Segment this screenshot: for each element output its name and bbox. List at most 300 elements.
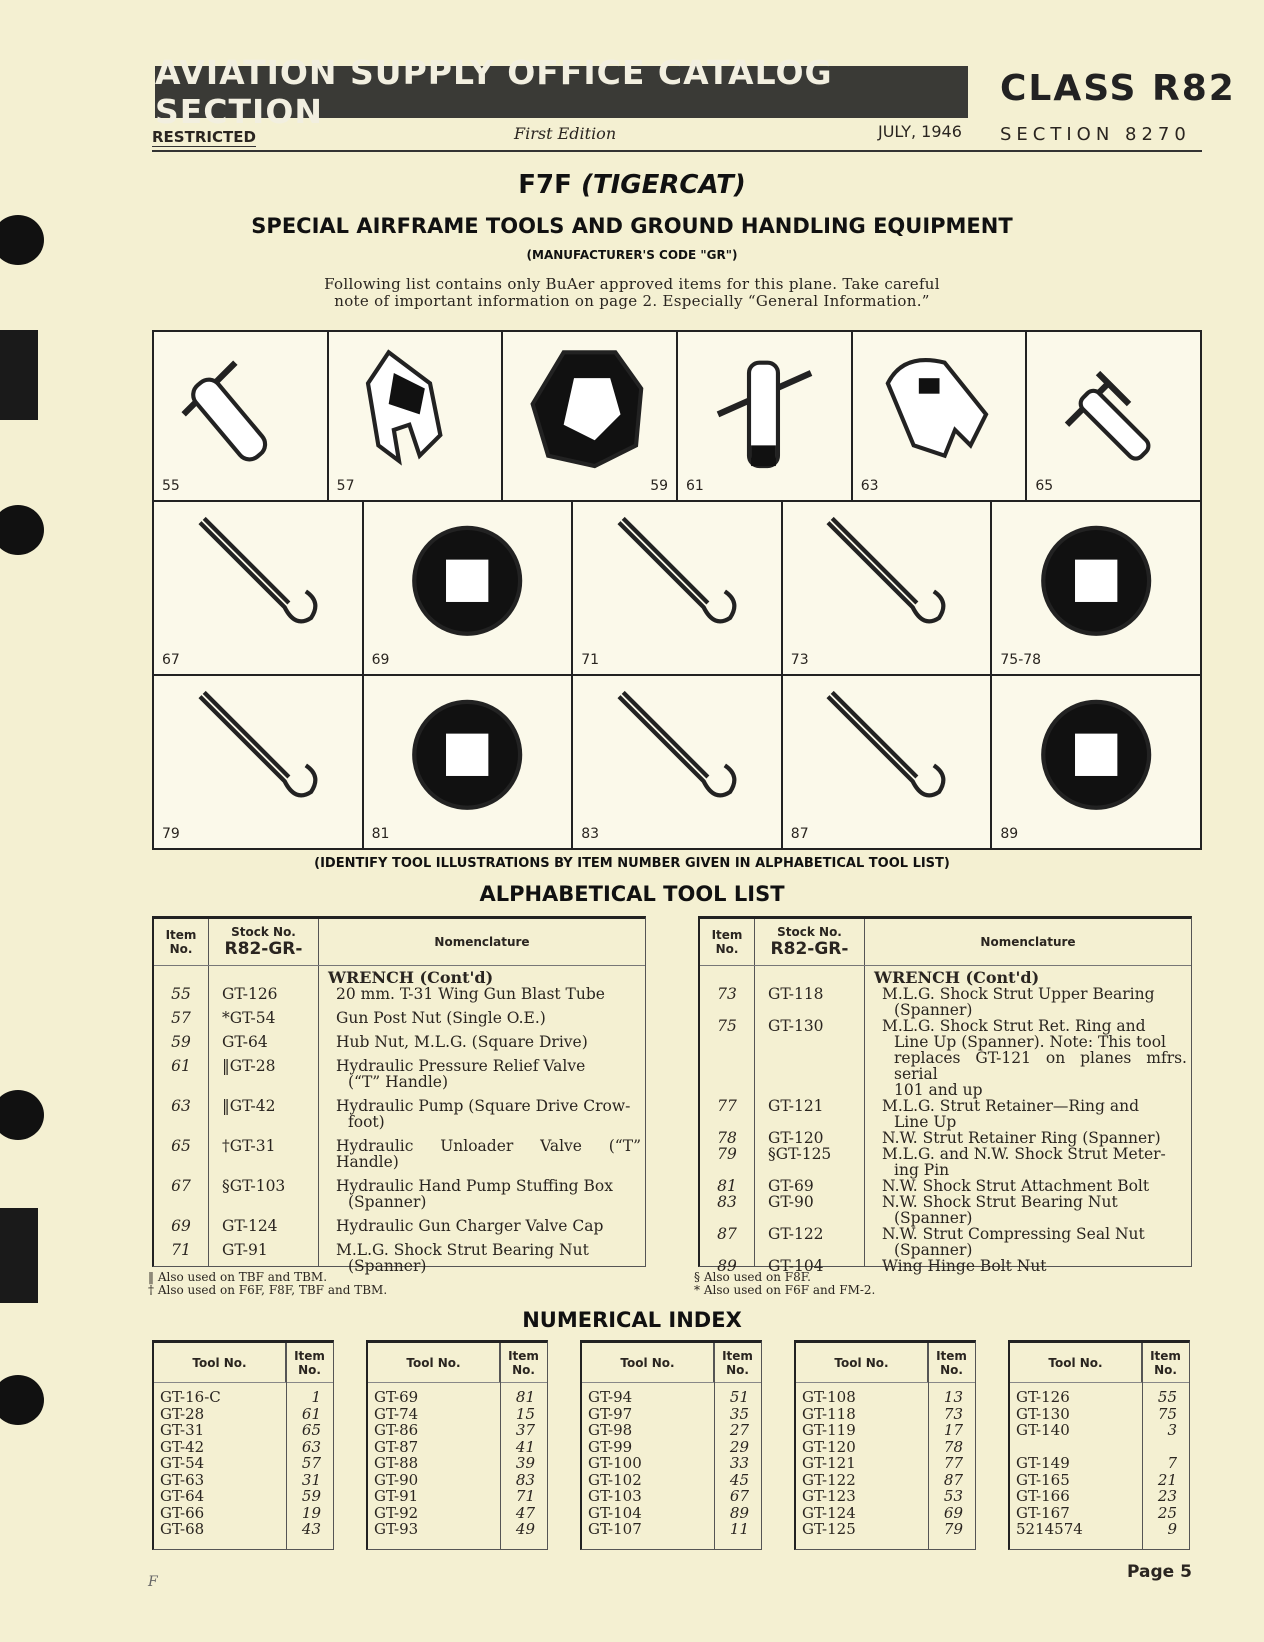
index-row	[582, 1488, 761, 1505]
tool-number: GT-99	[588, 1437, 633, 1456]
tool-illustration	[678, 332, 853, 500]
index-row	[796, 1439, 975, 1456]
illustration-item-number: 87	[790, 826, 809, 842]
item-number: 33	[729, 1454, 749, 1472]
col-header: Stock No.	[777, 925, 842, 939]
table-row	[154, 1178, 645, 1210]
intro-line: Following list contains only BuAer approved items for this plane. Take careful	[324, 275, 940, 293]
col-header: Tool No.	[1048, 1355, 1103, 1370]
item-number: 78	[717, 1129, 737, 1147]
nomenclature-line: Line Up (Spanner). Note: This tool	[894, 1033, 1166, 1051]
col-header: Nomenclature	[980, 935, 1076, 949]
index-table	[1008, 1340, 1190, 1550]
item-number: 75	[717, 1017, 737, 1035]
footnote: * Also used on F6F and FM-2.	[694, 1283, 876, 1297]
item-number: 89	[717, 1257, 737, 1275]
col-header: Tool No.	[834, 1355, 889, 1370]
nomenclature-line: foot)	[348, 1113, 385, 1131]
tool-illustration	[853, 332, 1028, 500]
stock-number: GT-118	[768, 985, 824, 1003]
nomenclature	[864, 1258, 1191, 1274]
nomenclature-line: N.W. Strut Retainer Ring (Spanner)	[882, 1129, 1161, 1147]
col-header: Item	[711, 928, 743, 942]
nomenclature	[318, 986, 645, 1002]
item-number: 61	[301, 1404, 321, 1423]
nomenclature	[318, 1034, 645, 1050]
tool-number	[1010, 1439, 1141, 1456]
tool-drawing-icon	[1009, 512, 1183, 650]
nomenclature-line: Hydraulic Hand Pump Stuffing Box	[336, 1177, 613, 1195]
tool-number: GT-86	[374, 1421, 419, 1439]
tool-number: GT-87	[374, 1437, 419, 1456]
col-header: No.	[1154, 1362, 1177, 1377]
tool-number: GT-98	[588, 1421, 633, 1439]
page-mark: F	[148, 1574, 158, 1590]
tool-drawing-icon	[380, 686, 554, 824]
index-row	[796, 1472, 975, 1489]
stock-number: GT-124	[222, 1217, 278, 1235]
stock-number: GT-64	[222, 1033, 268, 1051]
footnotes-left	[148, 1271, 387, 1297]
item-number: 49	[515, 1520, 535, 1538]
nomenclature-line: M.L.G. Shock Strut Ret. Ring and	[882, 1017, 1146, 1035]
item-number: 77	[717, 1097, 737, 1115]
tool-number: GT-54	[160, 1454, 205, 1472]
index-table	[794, 1340, 976, 1550]
stock-number: ‖GT-42	[222, 1097, 276, 1115]
item-number: 83	[717, 1193, 737, 1211]
item-number: 71	[515, 1487, 535, 1505]
tool-number: GT-102	[588, 1470, 642, 1489]
col-header: No.	[940, 1362, 963, 1377]
tool-number: 5214574	[1016, 1520, 1083, 1538]
item-number: 43	[301, 1520, 321, 1538]
index-row	[154, 1505, 333, 1522]
index-row	[796, 1406, 975, 1423]
col-header: Item	[936, 1348, 967, 1363]
table-row	[154, 1010, 645, 1026]
binder-tab	[0, 330, 38, 420]
tool-number: GT-118	[802, 1404, 856, 1423]
item-number: 73	[717, 985, 737, 1003]
tool-drawing-icon	[342, 342, 487, 476]
index-row	[1010, 1422, 1189, 1439]
item-number: 89	[729, 1503, 749, 1522]
item-number: 83	[515, 1470, 535, 1489]
illustration-row	[154, 502, 1200, 676]
tool-drawing-icon	[590, 512, 764, 650]
index-table	[580, 1340, 762, 1550]
tool-illustration	[503, 332, 678, 500]
col-header: Tool No.	[406, 1355, 461, 1370]
tool-drawing-icon	[867, 342, 1012, 476]
item-number: 9	[1167, 1520, 1177, 1538]
index-row	[582, 1505, 761, 1522]
index-row	[796, 1389, 975, 1406]
index-row	[1010, 1389, 1189, 1406]
item-number: 13	[943, 1388, 963, 1406]
intro-text	[0, 276, 1264, 310]
stock-number: §GT-125	[768, 1145, 832, 1163]
item-number: 21	[1157, 1470, 1177, 1489]
table-row	[700, 1226, 1191, 1258]
tool-illustration	[573, 676, 783, 848]
nomenclature-line: M.L.G. Strut Retainer—Ring and	[882, 1097, 1140, 1115]
index-row	[154, 1389, 333, 1406]
section-heading: WRENCH (Cont'd)	[328, 968, 494, 987]
item-number: 27	[729, 1421, 749, 1439]
nomenclature-line: (Spanner)	[894, 1209, 973, 1227]
item-number: 59	[301, 1487, 321, 1505]
illustration-item-number: 69	[371, 652, 390, 668]
stock-number: ‖GT-28	[222, 1057, 276, 1075]
item-number: 31	[301, 1470, 321, 1489]
tool-number: GT-31	[160, 1421, 205, 1439]
tool-number: GT-107	[588, 1520, 642, 1538]
item-number: 55	[1157, 1388, 1177, 1406]
index-row	[368, 1505, 547, 1522]
tool-number: GT-42	[160, 1437, 205, 1456]
tool-number: GT-108	[802, 1388, 856, 1406]
col-header: Item	[165, 928, 197, 942]
item-number: 81	[717, 1177, 737, 1195]
tool-illustration	[364, 676, 574, 848]
index-row	[154, 1488, 333, 1505]
nomenclature-line: Line Up	[894, 1113, 957, 1131]
illustration-item-number: 57	[336, 478, 355, 494]
index-row	[154, 1521, 333, 1538]
tool-list-right-table	[698, 916, 1192, 1275]
item-number: 11	[729, 1520, 749, 1538]
tool-number: GT-68	[160, 1520, 205, 1538]
tool-illustration	[364, 502, 574, 674]
nomenclature-line: (Spanner)	[348, 1257, 427, 1275]
tool-number: GT-122	[802, 1470, 856, 1489]
binder-hole	[0, 1375, 44, 1425]
table-row	[700, 1130, 1191, 1146]
col-header: No.	[726, 1362, 749, 1377]
col-header: Stock No.	[231, 925, 296, 939]
index-row	[368, 1439, 547, 1456]
index-row	[154, 1439, 333, 1456]
col-header: No.	[715, 942, 739, 956]
stock-number: GT-69	[768, 1177, 814, 1195]
item-number: 29	[729, 1437, 749, 1456]
table-row	[700, 1178, 1191, 1194]
table-header	[700, 919, 1191, 966]
index-row	[1010, 1406, 1189, 1423]
item-number: 87	[717, 1225, 737, 1243]
nomenclature	[318, 1138, 645, 1170]
item-number: 35	[729, 1404, 749, 1423]
col-header: R82-GR-	[770, 939, 849, 959]
index-row	[368, 1472, 547, 1489]
nomenclature	[864, 986, 1191, 1018]
tool-number: GT-66	[160, 1503, 205, 1522]
tool-drawing-icon	[1041, 342, 1186, 476]
item-number: 25	[1157, 1503, 1177, 1522]
index-row	[796, 1422, 975, 1439]
footnotes-right	[694, 1271, 875, 1297]
tool-illustration	[154, 332, 329, 500]
index-row	[1010, 1455, 1189, 1472]
nomenclature	[864, 1018, 1191, 1098]
tool-illustration	[329, 332, 504, 500]
document-subtitle: SPECIAL AIRFRAME TOOLS AND GROUND HANDLING EQUIPMENT	[251, 214, 1013, 238]
tool-drawing-icon	[380, 512, 554, 650]
nomenclature-line: replaces GT-121 on planes mfrs. serial	[894, 1049, 1187, 1083]
tool-number: GT-166	[1016, 1487, 1070, 1505]
stock-number: *GT-54	[222, 1009, 276, 1027]
item-number: 19	[301, 1503, 321, 1522]
item-number: 71	[171, 1241, 191, 1259]
table-header	[154, 1343, 333, 1383]
tool-number: GT-119	[802, 1421, 856, 1439]
illustrations-caption: (IDENTIFY TOOL ILLUSTRATIONS BY ITEM NUMBER GIVEN IN ALPHABETICAL TOOL LIST)	[314, 856, 950, 871]
item-number: 59	[171, 1033, 191, 1051]
tool-illustration	[154, 676, 364, 848]
item-number: 45	[729, 1470, 749, 1489]
tool-illustration	[992, 676, 1200, 848]
index-row	[582, 1406, 761, 1423]
item-number: 78	[943, 1437, 963, 1456]
tool-drawing-icon	[692, 342, 837, 476]
index-row	[796, 1505, 975, 1522]
index-row	[154, 1422, 333, 1439]
illustration-item-number: 89	[1000, 826, 1019, 842]
index-row	[154, 1406, 333, 1423]
tool-number: GT-100	[588, 1454, 642, 1472]
nomenclature-line: (Spanner)	[894, 1241, 973, 1259]
tool-number: GT-140	[1016, 1421, 1070, 1439]
index-row	[796, 1488, 975, 1505]
restricted-label: RESTRICTED	[152, 128, 256, 146]
tool-list-left-table	[152, 916, 646, 1275]
item-number: 57	[301, 1454, 321, 1472]
tool-number: GT-93	[374, 1520, 419, 1538]
index-row	[368, 1422, 547, 1439]
index-row	[1010, 1472, 1189, 1489]
item-number: 73	[943, 1404, 963, 1423]
index-row	[1010, 1505, 1189, 1522]
catalog-header-bar: AVIATION SUPPLY OFFICE CATALOG SECTION	[155, 66, 968, 118]
item-number: 79	[943, 1520, 963, 1538]
index-row	[582, 1439, 761, 1456]
illustration-item-number: 55	[162, 478, 180, 494]
tool-drawing-icon	[168, 342, 313, 476]
index-row	[368, 1521, 547, 1538]
tool-illustration	[783, 676, 993, 848]
tool-illustrations-grid	[152, 330, 1202, 850]
tool-number: GT-167	[1016, 1503, 1070, 1522]
col-header: Nomenclature	[434, 935, 530, 949]
page-number: Page 5	[1127, 1562, 1192, 1582]
illustration-item-number: 67	[162, 652, 180, 668]
item-number: 77	[943, 1454, 963, 1472]
aircraft-name: (TIGERCAT)	[580, 170, 746, 200]
col-header: Tool No.	[192, 1355, 247, 1370]
nomenclature	[864, 1146, 1191, 1178]
index-row	[582, 1422, 761, 1439]
item-number: 67	[171, 1177, 191, 1195]
tool-drawing-icon	[799, 686, 973, 824]
nomenclature-line: Hydraulic Gun Charger Valve Cap	[336, 1217, 604, 1235]
illustration-row	[154, 332, 1200, 502]
binder-hole	[0, 505, 44, 555]
item-number: 63	[301, 1437, 321, 1456]
illustration-row	[154, 676, 1200, 848]
col-header: Item	[1150, 1348, 1181, 1363]
table-row	[700, 1146, 1191, 1178]
illustration-item-number: 61	[686, 478, 704, 494]
illustration-item-number: 79	[162, 826, 180, 842]
binder-hole	[0, 1090, 44, 1140]
item-number: 17	[943, 1421, 963, 1439]
table-header	[1010, 1343, 1189, 1383]
tool-drawing-icon	[171, 686, 345, 824]
table-row	[154, 1098, 645, 1130]
item-number: 47	[515, 1503, 535, 1522]
tool-number: GT-149	[1016, 1454, 1070, 1472]
nomenclature	[864, 1178, 1191, 1194]
item-number: 65	[301, 1421, 321, 1439]
nomenclature	[864, 1098, 1191, 1130]
tool-number: GT-124	[802, 1503, 856, 1522]
col-header: Item	[294, 1348, 325, 1363]
stock-number: GT-126	[222, 985, 278, 1003]
col-header: No.	[512, 1362, 535, 1377]
nomenclature-line: ing Pin	[894, 1161, 950, 1179]
tool-number: GT-74	[374, 1404, 419, 1423]
item-number: 3	[1167, 1421, 1177, 1439]
nomenclature-line: 20 mm. T-31 Wing Gun Blast Tube	[336, 985, 605, 1003]
tool-number: GT-130	[1016, 1404, 1070, 1423]
stock-number: GT-90	[768, 1193, 814, 1211]
illustration-item-number: 73	[790, 652, 809, 668]
tool-number: GT-63	[160, 1470, 205, 1489]
footnote: † Also used on F6F, F8F, TBF and TBM.	[148, 1283, 388, 1297]
index-row	[154, 1472, 333, 1489]
index-row	[1010, 1521, 1189, 1538]
index-row	[368, 1455, 547, 1472]
table-header	[796, 1343, 975, 1383]
illustration-item-number: 83	[581, 826, 600, 842]
nomenclature-line: M.L.G. Shock Strut Bearing Nut	[336, 1241, 589, 1259]
tool-number: GT-120	[802, 1437, 856, 1456]
item-number: 61	[171, 1057, 191, 1075]
nomenclature	[318, 1242, 645, 1274]
table-header	[368, 1343, 547, 1383]
header-rule	[152, 150, 1202, 152]
index-row	[1010, 1439, 1189, 1456]
table-header	[582, 1343, 761, 1383]
tool-number: GT-91	[374, 1487, 419, 1505]
nomenclature-line: 101 and up	[894, 1081, 983, 1099]
footnote: ‖ Also used on TBF and TBM.	[148, 1270, 328, 1284]
nomenclature	[864, 1194, 1191, 1226]
illustration-item-number: 59	[650, 478, 669, 494]
tool-number: GT-165	[1016, 1470, 1070, 1489]
manufacturer-code: (MANUFACTURER'S CODE "GR")	[526, 248, 738, 262]
index-row	[582, 1389, 761, 1406]
nomenclature	[864, 1130, 1191, 1146]
nomenclature-line: Hub Nut, M.L.G. (Square Drive)	[336, 1033, 588, 1051]
nomenclature-line: (“T” Handle)	[348, 1073, 449, 1091]
table-row	[154, 986, 645, 1002]
tool-number: GT-90	[374, 1470, 419, 1489]
tool-drawing-icon	[590, 686, 764, 824]
tool-number: GT-92	[374, 1503, 419, 1522]
tool-number: GT-123	[802, 1487, 856, 1505]
aircraft-title	[0, 170, 1264, 200]
item-number: 69	[943, 1503, 963, 1522]
illustration-item-number: 65	[1035, 478, 1054, 494]
class-label: CLASS R82	[1000, 68, 1236, 109]
tool-illustration	[783, 502, 993, 674]
tool-list-heading: ALPHABETICAL TOOL LIST	[479, 882, 785, 906]
illustration-item-number: 75-78	[1000, 652, 1042, 668]
index-row	[582, 1455, 761, 1472]
tool-drawing-icon	[799, 512, 973, 650]
illustration-item-number: 71	[581, 652, 600, 668]
edition-label: First Edition	[514, 124, 617, 143]
item-number: 55	[171, 985, 191, 1003]
stock-number: GT-122	[768, 1225, 824, 1243]
table-header	[154, 919, 645, 966]
item-number: 65	[171, 1137, 191, 1155]
item-number: 39	[515, 1454, 535, 1472]
index-row	[796, 1521, 975, 1538]
item-number: 63	[171, 1097, 191, 1115]
table-row	[700, 1194, 1191, 1226]
stock-number: §GT-103	[222, 1177, 286, 1195]
item-number: 69	[171, 1217, 191, 1235]
tool-illustration	[1027, 332, 1200, 500]
index-row	[1010, 1488, 1189, 1505]
item-number: 79	[717, 1145, 737, 1163]
index-table	[152, 1340, 334, 1550]
item-number: 75	[1157, 1404, 1177, 1423]
tool-illustration	[154, 502, 364, 674]
item-number: 67	[729, 1487, 749, 1505]
table-row	[700, 1018, 1191, 1098]
tool-number: GT-103	[588, 1487, 642, 1505]
nomenclature-line: M.L.G. Shock Strut Upper Bearing	[882, 985, 1155, 1003]
table-row	[700, 1098, 1191, 1130]
nomenclature	[318, 1218, 645, 1234]
aircraft-model: F7F	[518, 170, 572, 200]
index-table	[366, 1340, 548, 1550]
nomenclature	[318, 1178, 645, 1210]
stock-number: GT-91	[222, 1241, 268, 1259]
index-row	[154, 1455, 333, 1472]
tool-number: GT-104	[588, 1503, 642, 1522]
item-number: 7	[1167, 1454, 1177, 1472]
nomenclature	[318, 1058, 645, 1090]
nomenclature-line: N.W. Shock Strut Bearing Nut	[882, 1193, 1118, 1211]
index-row	[368, 1488, 547, 1505]
tool-number: GT-16-C	[160, 1388, 221, 1406]
nomenclature-line: Wing Hinge Bolt Nut	[882, 1257, 1047, 1275]
index-row	[368, 1389, 547, 1406]
col-header: Item	[508, 1348, 539, 1363]
item-number: 51	[729, 1388, 749, 1406]
item-number: 37	[515, 1421, 535, 1439]
col-header: No.	[169, 942, 193, 956]
col-header: R82-GR-	[224, 939, 303, 959]
item-number: 53	[943, 1487, 963, 1505]
index-row	[582, 1472, 761, 1489]
